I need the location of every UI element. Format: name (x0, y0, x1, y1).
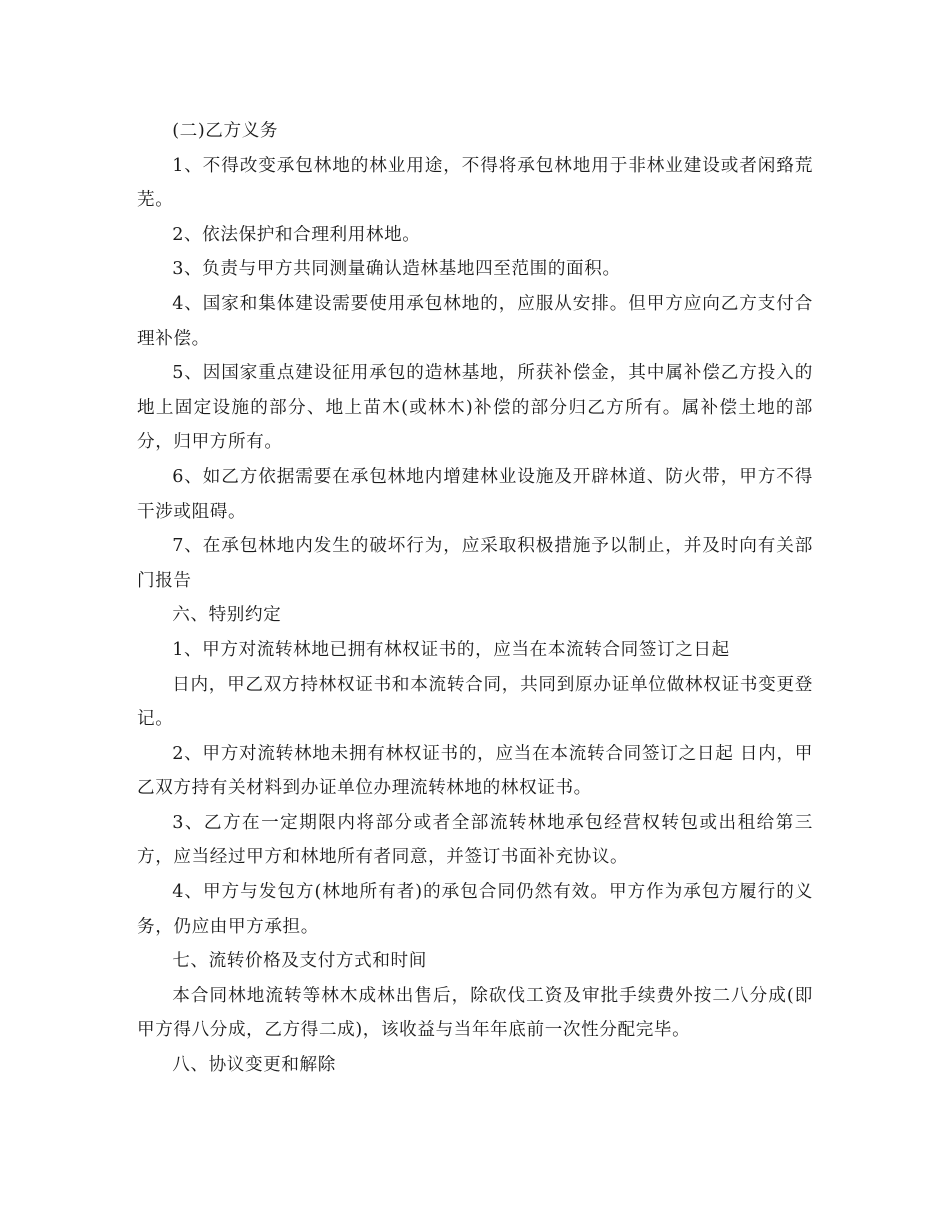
obligation-item-7: 7、在承包林地内发生的破坏行为，应采取积极措施予以制止，并及时向有关部门报告 (137, 536, 813, 591)
section-heading-party-b-obligations: (二)乙方义务 (172, 121, 279, 141)
price-payment-paragraph: 本合同林地流转等林木成林出售后，除砍伐工资及审批手续费外按二八分成(即甲方得八分成，乙方得二成)，该收益与当年年底前一次性分配完毕。 (137, 985, 813, 1041)
special-term-item-4: 4、甲方与发包方(林地所有者)的承包合同仍然有效。甲方作为承包方履行的义务，仍应由甲方承担。 (137, 882, 813, 937)
section-heading-special-terms: 六、特别约定 (172, 605, 282, 626)
obligation-item-3: 3、负责与甲方共同测量确认造林基地四至范围的面积。 (172, 259, 621, 280)
document-body (137, 114, 813, 1083)
obligation-item-1: 1、不得改变承包林地的林业用途，不得将承包林地用于非林业建设或者闲臵荒芜。 (137, 155, 813, 211)
obligation-item-2: 2、依法保护和合理利用林地。 (172, 224, 421, 245)
special-term-item-1: 1、甲方对流转林地已拥有林权证书的，应当在本流转合同签订之日起 (172, 639, 730, 660)
special-term-item-2: 2、甲方对流转林地未拥有林权证书的，应当在本流转合同签订之日起 日内，甲乙双方持有关材料到办证单位办理流转林地的林权证书。 (137, 743, 813, 799)
special-term-item-1-continued: 日内，甲乙双方持林权证书和本流转合同，共同到原办证单位做林权证书变更登记。 (137, 674, 813, 730)
section-heading-change-termination: 八、协议变更和解除 (172, 1055, 336, 1076)
obligation-item-6: 6、如乙方依据需要在承包林地内增建林业设施及开辟林道、防火带，甲方不得干涉或阻碍。 (137, 466, 813, 522)
special-term-item-3: 3、乙方在一定期限内将部分或者全部流转林地承包经营权转包或出租给第三方，应当经过甲方和林地所有者同意，并签订书面补充协议。 (137, 812, 813, 868)
obligation-item-5: 5、因国家重点建设征用承包的造林基地，所获补偿金，其中属补偿乙方投入的地上固定设施的部分、地上苗木(或林木)补偿的部分归乙方所有。属补偿土地的部分，归甲方所有。 (137, 363, 813, 453)
obligation-item-4: 4、国家和集体建设需要使用承包林地的，应服从安排。但甲方应向乙方支付合理补偿。 (137, 293, 813, 349)
section-heading-price-payment: 七、流转价格及支付方式和时间 (172, 951, 427, 972)
